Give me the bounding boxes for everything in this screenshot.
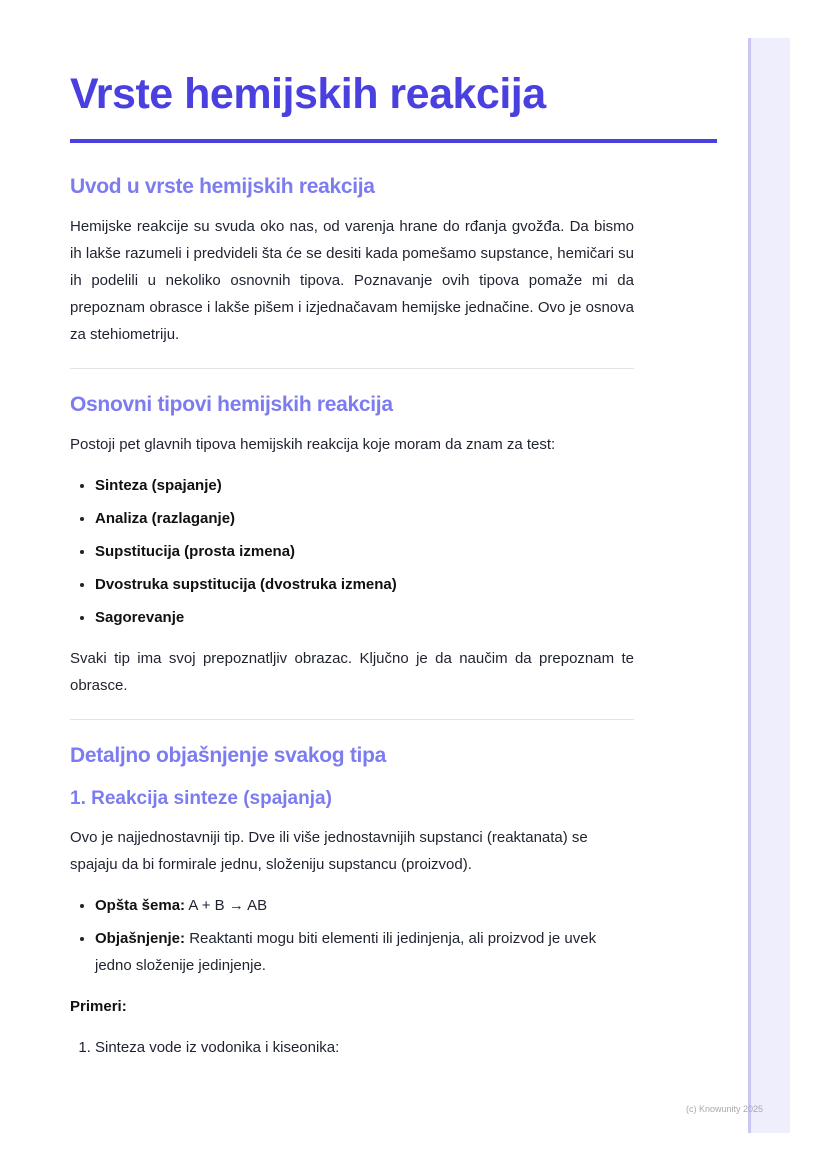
list-item: • Analiza (razlaganje): [95, 505, 634, 532]
intro-text: Hemijske reakcije su svuda oko nas, od varenja hrane do rđanja gvožđa. Da bismo ih lakše razumeli i predvideli šta će se desiti kada pomešamo supstance, hemičari su ih podelili u nekoliko osnovnih tipova. Poznavanje ovih tipova pomaže mi da prepoznam obrasce i lakše pišem i izjednačavam hemijske jednačine. Ovo je osnova za stehiometriju.: [70, 218, 634, 343]
types-list: [70, 472, 634, 631]
page-title: Vrste hemijskih reakcija: [70, 70, 546, 118]
examples-label: Primeri:: [70, 998, 127, 1015]
document-body: [70, 175, 634, 1075]
divider: [70, 368, 634, 369]
divider: [70, 719, 634, 720]
synthesis-list: [70, 892, 634, 979]
detail-heading: Detaljno objašnjenje svakog tipa: [70, 744, 386, 767]
list-item: • Objašnjenje: Reaktanti mogu biti elementi ili jedinjenja, ali proizvod je uvek jedno složenije jedinjenje.: [95, 925, 634, 979]
list-item: 1. Sinteza vode iz vodonika i kiseonika:: [95, 1034, 634, 1061]
types-text: Postoji pet glavnih tipova hemijskih reakcija koje moram da znam za test:: [70, 436, 556, 453]
title-underline: [70, 139, 717, 143]
synthesis-text: Ovo je najjednostavniji tip. Dve ili više jednostavnijih supstanci (reaktanata) se spajaju da bi formirale jednu, složeniju supstancu (proizvod).: [70, 829, 588, 873]
watermark: (c) Knowunity 2025: [686, 1104, 764, 1114]
synthesis-heading: 1. Reakcija sinteze (spajanja): [70, 788, 332, 809]
list-item: • Dvostruka supstitucija (dvostruka izmena): [95, 571, 634, 598]
list-item: • Sagorevanje: [95, 604, 634, 631]
examples-list: [70, 1034, 634, 1061]
side-panel: [748, 38, 790, 1133]
list-item: • Sinteza (spajanje): [95, 472, 634, 499]
list-item: • Opšta šema: A + B → AB: [95, 892, 634, 919]
list-item: • Supstitucija (prosta izmena): [95, 538, 634, 565]
types-outro: Svaki tip ima svoj prepoznatljiv obrazac. Ključno je da naučim da prepoznam te obrasce.: [70, 650, 634, 694]
types-heading: Osnovni tipovi hemijskih reakcija: [70, 393, 393, 416]
intro-heading: Uvod u vrste hemijskih reakcija: [70, 175, 375, 198]
